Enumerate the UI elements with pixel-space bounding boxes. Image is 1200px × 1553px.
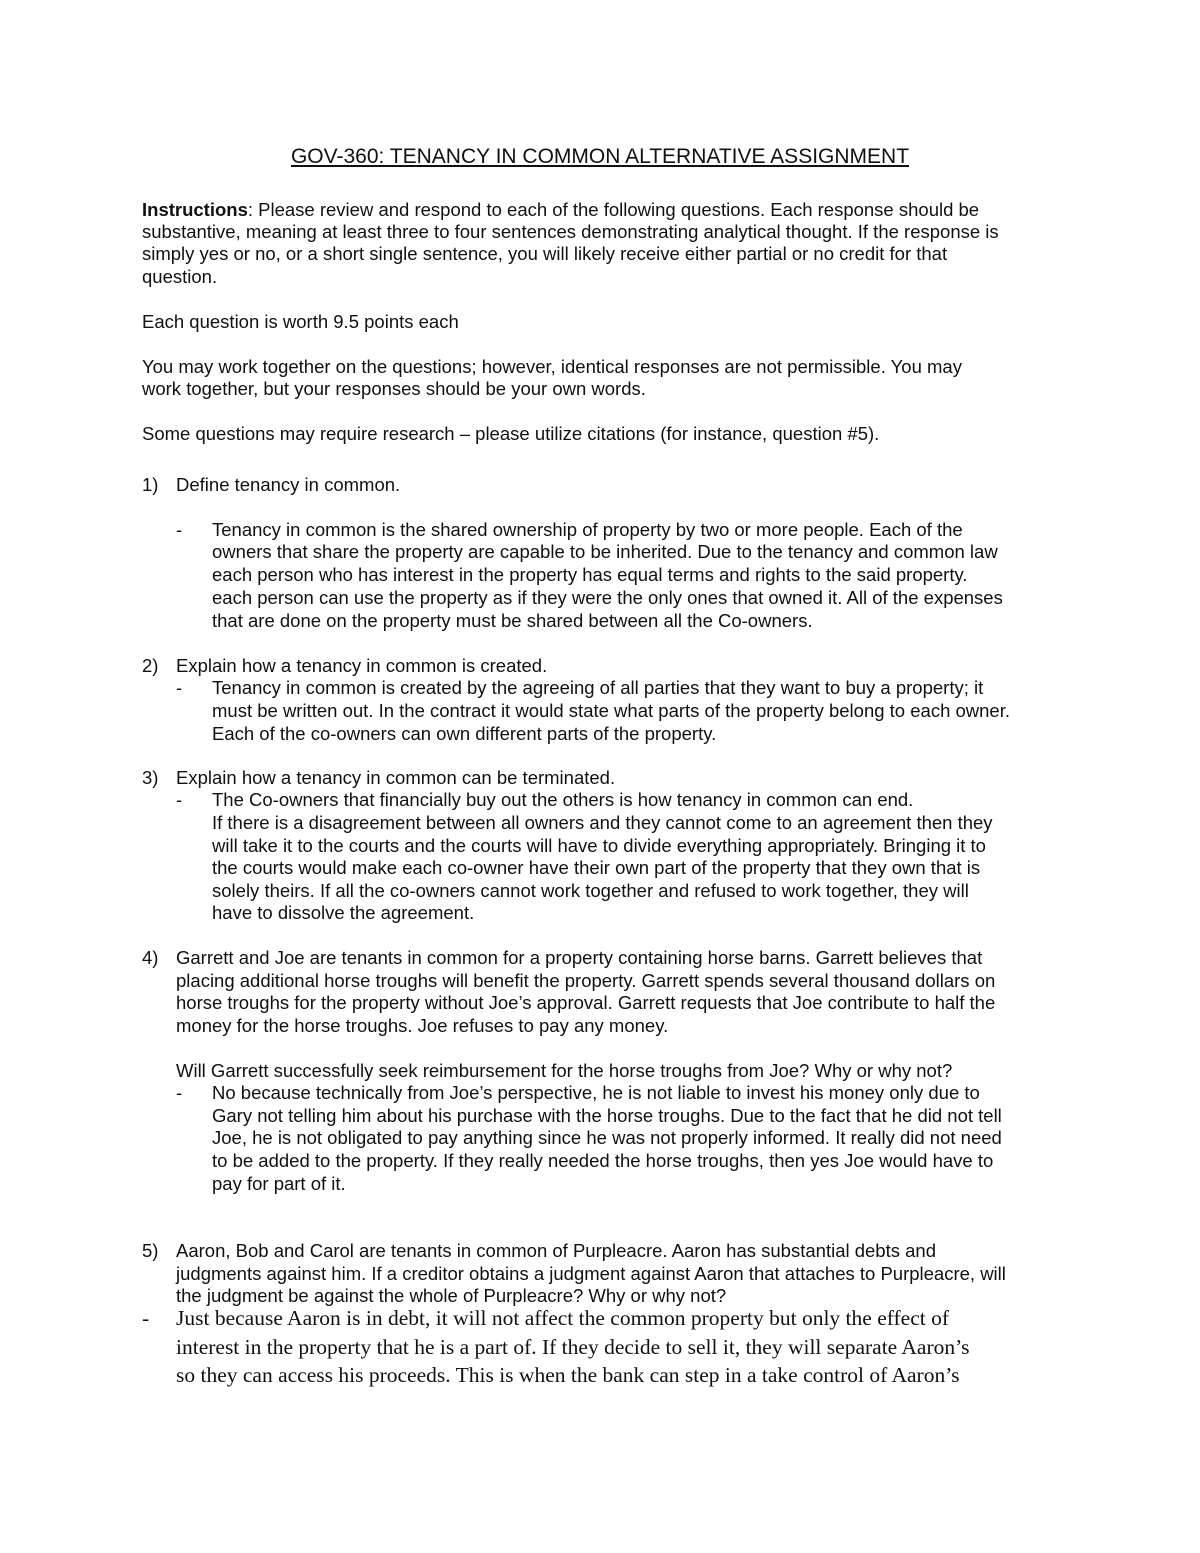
question-text: judgments against him. If a creditor obtains a judgment against Aaron that attaches to Purpleacre, will (176, 1263, 1006, 1284)
instructions-line: question. (142, 266, 218, 287)
question-text: placing additional horse troughs will benefit the property. Garrett spends several thousand dollars on (176, 970, 996, 991)
question-text: the judgment be against the whole of Purpleacre? Why or why not? (176, 1285, 727, 1306)
answer-line: must be written out. In the contract it would state what parts of the property belong to each owner. (212, 700, 1011, 721)
answer-line: Each of the co-owners can own different parts of the property. (212, 723, 717, 744)
collab-note-line: work together, but your responses should be your own words. (142, 378, 646, 399)
answer-line: to be added to the property. If they really needed the horse troughs, then yes Joe would have to (212, 1150, 994, 1171)
answer-line: No because technically from Joe’s perspective, he is not liable to invest his money only due to (212, 1082, 980, 1103)
collab-note-line: You may work together on the questions; however, identical responses are not permissible. You may (142, 356, 962, 377)
answer-line: Gary not telling him about his purchase with the horse troughs. Due to the fact that he did not tell (212, 1105, 1002, 1126)
answer-line: owners that share the property are capable to be inherited. Due to the tenancy and common law (212, 541, 998, 562)
instructions-text: : Please review and respond to each of the following questions. Each response should be (247, 199, 980, 220)
answer-line: Tenancy in common is created by the agreeing of all parties that they want to buy a property; it (212, 677, 984, 698)
answer-line: Just because Aaron is in debt, it will not affect the common property but only the effect of (176, 1306, 950, 1330)
question-text: Aaron, Bob and Carol are tenants in common of Purpleacre. Aaron has substantial debts and (176, 1240, 936, 1261)
points-note: Each question is worth 9.5 points each (142, 311, 459, 332)
question-text: horse troughs for the property without Joe’s approval. Garrett requests that Joe contribute to half the (176, 992, 996, 1013)
question-number: 1) (142, 474, 159, 495)
answer-line: The Co-owners that financially buy out the others is how tenancy in common can end. (212, 789, 914, 810)
answer-line: Joe, he is not obligated to pay anything since he was not properly informed. It really did not need (212, 1127, 1002, 1148)
question-number: 3) (142, 767, 159, 788)
answer-dash: - (176, 519, 183, 540)
answer-line: the courts would make each co-owner have their own part of the property that they own that is (212, 857, 981, 878)
answer-dash: - (176, 677, 183, 698)
question-text: Explain how a tenancy in common is created. (176, 655, 548, 676)
question-number: 5) (142, 1240, 159, 1261)
question-text: Garrett and Joe are tenants in common for a property containing horse barns. Garrett believes that (176, 947, 983, 968)
answer-dash: - (176, 1082, 183, 1103)
answer-line: If there is a disagreement between all owners and they cannot come to an agreement then they (212, 812, 993, 833)
instructions-line: simply yes or no, or a short single sentence, you will likely receive either partial or no credit for that (142, 243, 948, 264)
question-number: 4) (142, 947, 159, 968)
page-title: GOV-360: TENANCY IN COMMON ALTERNATIVE ASSIGNMENT (290, 145, 910, 168)
answer-line: each person who has interest in the property has equal terms and rights to the said property. (212, 564, 968, 585)
answer-line: so they can access his proceeds. This is when the bank can step in a take control of Aaron’s (176, 1363, 960, 1387)
question-text: Define tenancy in common. (176, 474, 401, 495)
research-note: Some questions may require research – please utilize citations (for instance, question #5). (142, 423, 880, 444)
answer-line: will take it to the courts and the courts will have to divide everything appropriately. Bringing it to (212, 835, 986, 856)
answer-dash: - (176, 789, 183, 810)
question-number: 2) (142, 655, 159, 676)
instructions-line (142, 199, 979, 221)
sub-question: Will Garrett successfully seek reimbursement for the horse troughs from Joe? Why or why not? (176, 1060, 953, 1081)
answer-dash: - (142, 1306, 150, 1330)
answer-line: solely theirs. If all the co-owners cannot work together and refused to work together, they will (212, 880, 969, 901)
question-text: Explain how a tenancy in common can be terminated. (176, 767, 616, 788)
answer-line: Tenancy in common is the shared ownership of property by two or more people. Each of the (212, 519, 963, 540)
answer-line: that are done on the property must be shared between all the Co-owners. (212, 610, 813, 631)
answer-line: have to dissolve the agreement. (212, 902, 475, 923)
instructions-line: substantive, meaning at least three to four sentences demonstrating analytical thought. If the response is (142, 221, 999, 242)
question-text: money for the horse troughs. Joe refuses to pay any money. (176, 1015, 669, 1036)
instructions-label: Instructions (142, 199, 248, 220)
answer-line: interest in the property that he is a part of. If they decide to sell it, they will separate Aaron’s (176, 1335, 970, 1359)
answer-line: pay for part of it. (212, 1173, 346, 1194)
answer-line: each person can use the property as if they were the only ones that owned it. All of the expenses (212, 587, 1003, 608)
